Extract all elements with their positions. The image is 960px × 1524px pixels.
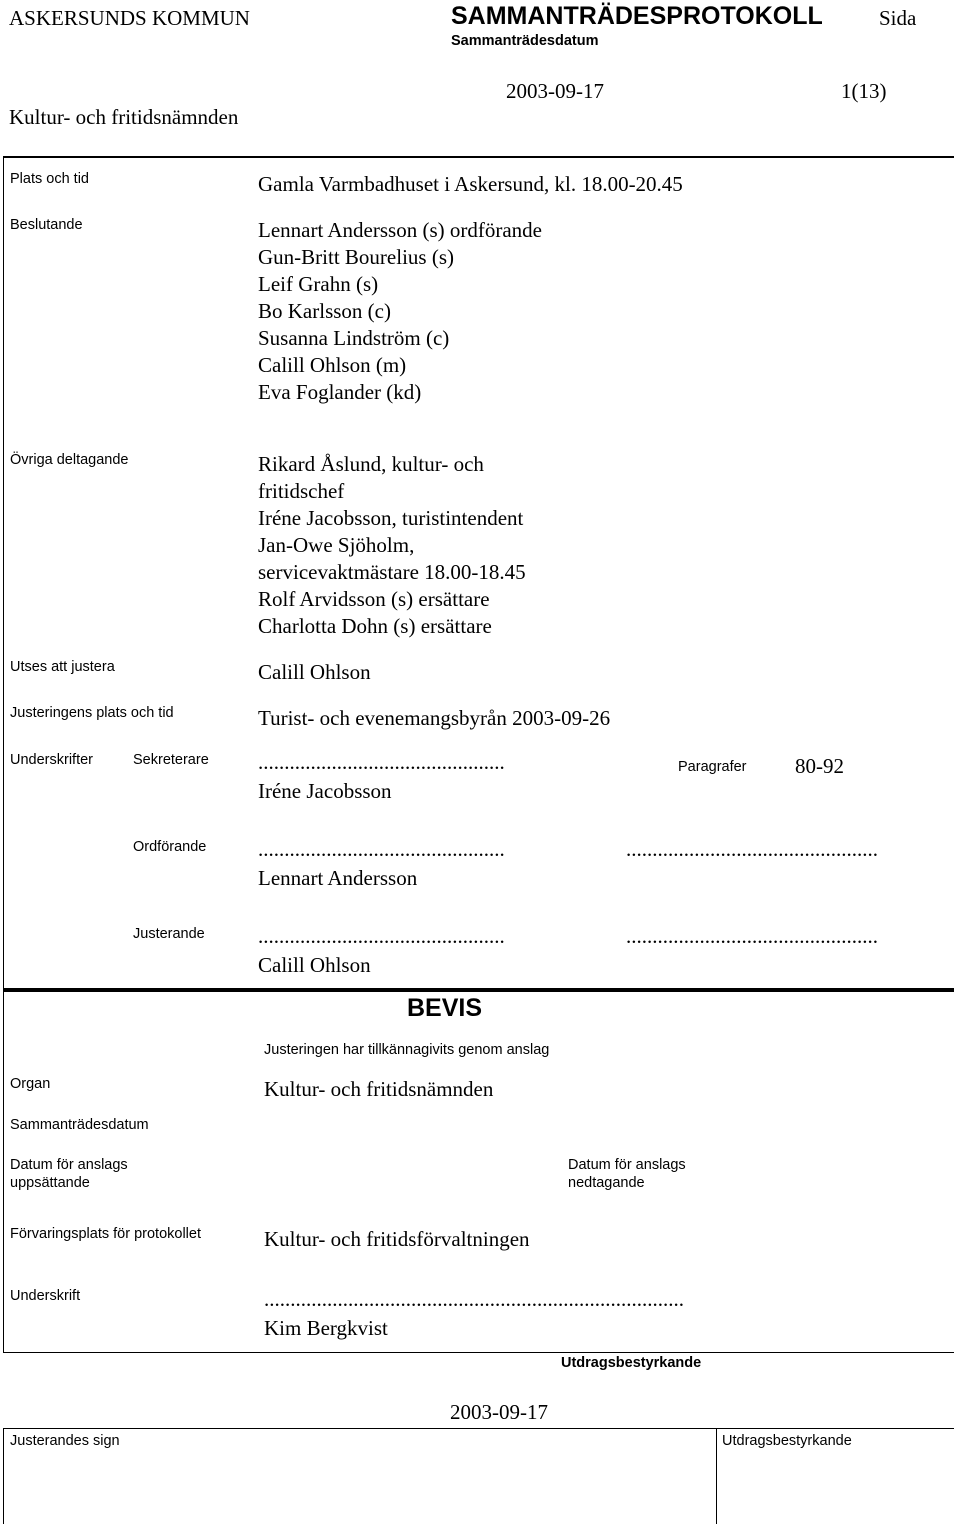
footer-top-border [3, 1428, 954, 1429]
adjuster-second-signature-line: ................................................ [626, 924, 878, 948]
page-label: Sida [879, 6, 917, 30]
organ-value: Kultur- och fritidsnämnden [264, 1077, 494, 1101]
other-participant: Jan-Owe Sjöholm, [258, 533, 415, 557]
deciding-member: Eva Foglander (kd) [258, 380, 422, 404]
paragraphs-label: Paragrafer [678, 759, 747, 775]
meeting-date-label: Sammanträdesdatum [451, 33, 599, 49]
chair-signature-line: ............................................... [258, 837, 505, 861]
place-label: Plats och tid [10, 171, 89, 187]
adjuster-sign-box-label: Justerandes sign [10, 1433, 120, 1449]
signatures-label: Underskrifter [10, 752, 93, 768]
adjuster-value: Calill Ohlson [258, 660, 371, 684]
protocol-top-border [3, 156, 954, 158]
removed-date-label: Datum för anslags [568, 1157, 686, 1173]
chair-second-signature-line: ................................................ [626, 837, 878, 861]
storage-label: Förvaringsplats för protokollet [10, 1226, 201, 1242]
chair-name: Lennart Andersson [258, 866, 418, 890]
secretary-name: Iréne Jacobsson [258, 779, 392, 803]
deciding-member: Susanna Lindström (c) [258, 326, 450, 350]
signature-label: Underskrift [10, 1288, 81, 1304]
others-list [258, 451, 526, 640]
signature-name: Kim Bergkvist [264, 1316, 388, 1340]
deciding-member: Lennart Andersson (s) ordförande [258, 218, 542, 242]
place-value: Gamla Varmbadhuset i Askersund, kl. 18.00-20.45 [258, 172, 683, 196]
chair-label: Ordförande [133, 839, 207, 855]
deciding-list [258, 217, 542, 406]
deciding-label: Beslutande [10, 217, 83, 233]
deciding-member: Bo Karlsson (c) [258, 299, 391, 323]
signature-line: ................................................................................ [264, 1287, 684, 1311]
secretary-signature-line: ............................................... [258, 750, 505, 774]
bevis-bottom-border [3, 1352, 954, 1353]
other-participant: Rolf Arvidsson (s) ersättare [258, 587, 490, 611]
footer-divider [716, 1428, 717, 1524]
footer-left-border [3, 1428, 4, 1524]
bevis-meeting-date-label: Sammanträdesdatum [10, 1117, 149, 1133]
meeting-date: 2003-09-17 [506, 79, 604, 103]
bevis-top-border [3, 988, 954, 992]
page-number: 1(13) [841, 79, 887, 103]
other-participant: Iréne Jacobsson, turistintendent [258, 506, 524, 530]
committee-name: Kultur- och fritidsnämnden [9, 105, 239, 129]
secretary-label: Sekreterare [133, 752, 209, 768]
organ-label: Organ [10, 1076, 51, 1092]
adjuster-signature-line: ............................................... [258, 924, 505, 948]
bevis-title: BEVIS [407, 994, 483, 1022]
adjuster-name: Calill Ohlson [258, 953, 371, 977]
removed-date-label-2: nedtagande [568, 1175, 645, 1191]
adjust-place-value: Turist- och evenemangsbyrån 2003-09-26 [258, 706, 611, 730]
excerpt-box-label: Utdragsbestyrkande [722, 1433, 852, 1449]
adjust-label: Utses att justera [10, 659, 115, 675]
municipality-name: ASKERSUNDS KOMMUN [9, 6, 250, 30]
adjuster-sign-label: Justerande [133, 926, 205, 942]
storage-value: Kultur- och fritidsförvaltningen [264, 1227, 530, 1251]
posted-date-label-2: uppsättande [10, 1175, 90, 1191]
posted-date-label: Datum för anslags [10, 1157, 128, 1173]
deciding-member: Leif Grahn (s) [258, 272, 379, 296]
footer-date: 2003-09-17 [450, 1400, 548, 1424]
deciding-member: Calill Ohlson (m) [258, 353, 407, 377]
other-participant: fritidschef [258, 479, 345, 503]
bevis-left-border [3, 988, 4, 1353]
deciding-member: Gun-Britt Bourelius (s) [258, 245, 454, 269]
bevis-notice: Justeringen har tillkännagivits genom anslag [264, 1042, 550, 1058]
adjust-place-label: Justeringens plats och tid [10, 705, 174, 721]
excerpt-label: Utdragsbestyrkande [561, 1355, 702, 1371]
other-participant: Charlotta Dohn (s) ersättare [258, 614, 492, 638]
others-label: Övriga deltagande [10, 452, 129, 468]
protocol-left-border [3, 156, 4, 990]
paragraphs-value: 80-92 [795, 754, 844, 778]
other-participant: servicevaktmästare 18.00-18.45 [258, 560, 526, 584]
document-title: SAMMANTRÄDESPROTOKOLL [451, 2, 823, 30]
other-participant: Rikard Åslund, kultur- och [258, 452, 484, 476]
